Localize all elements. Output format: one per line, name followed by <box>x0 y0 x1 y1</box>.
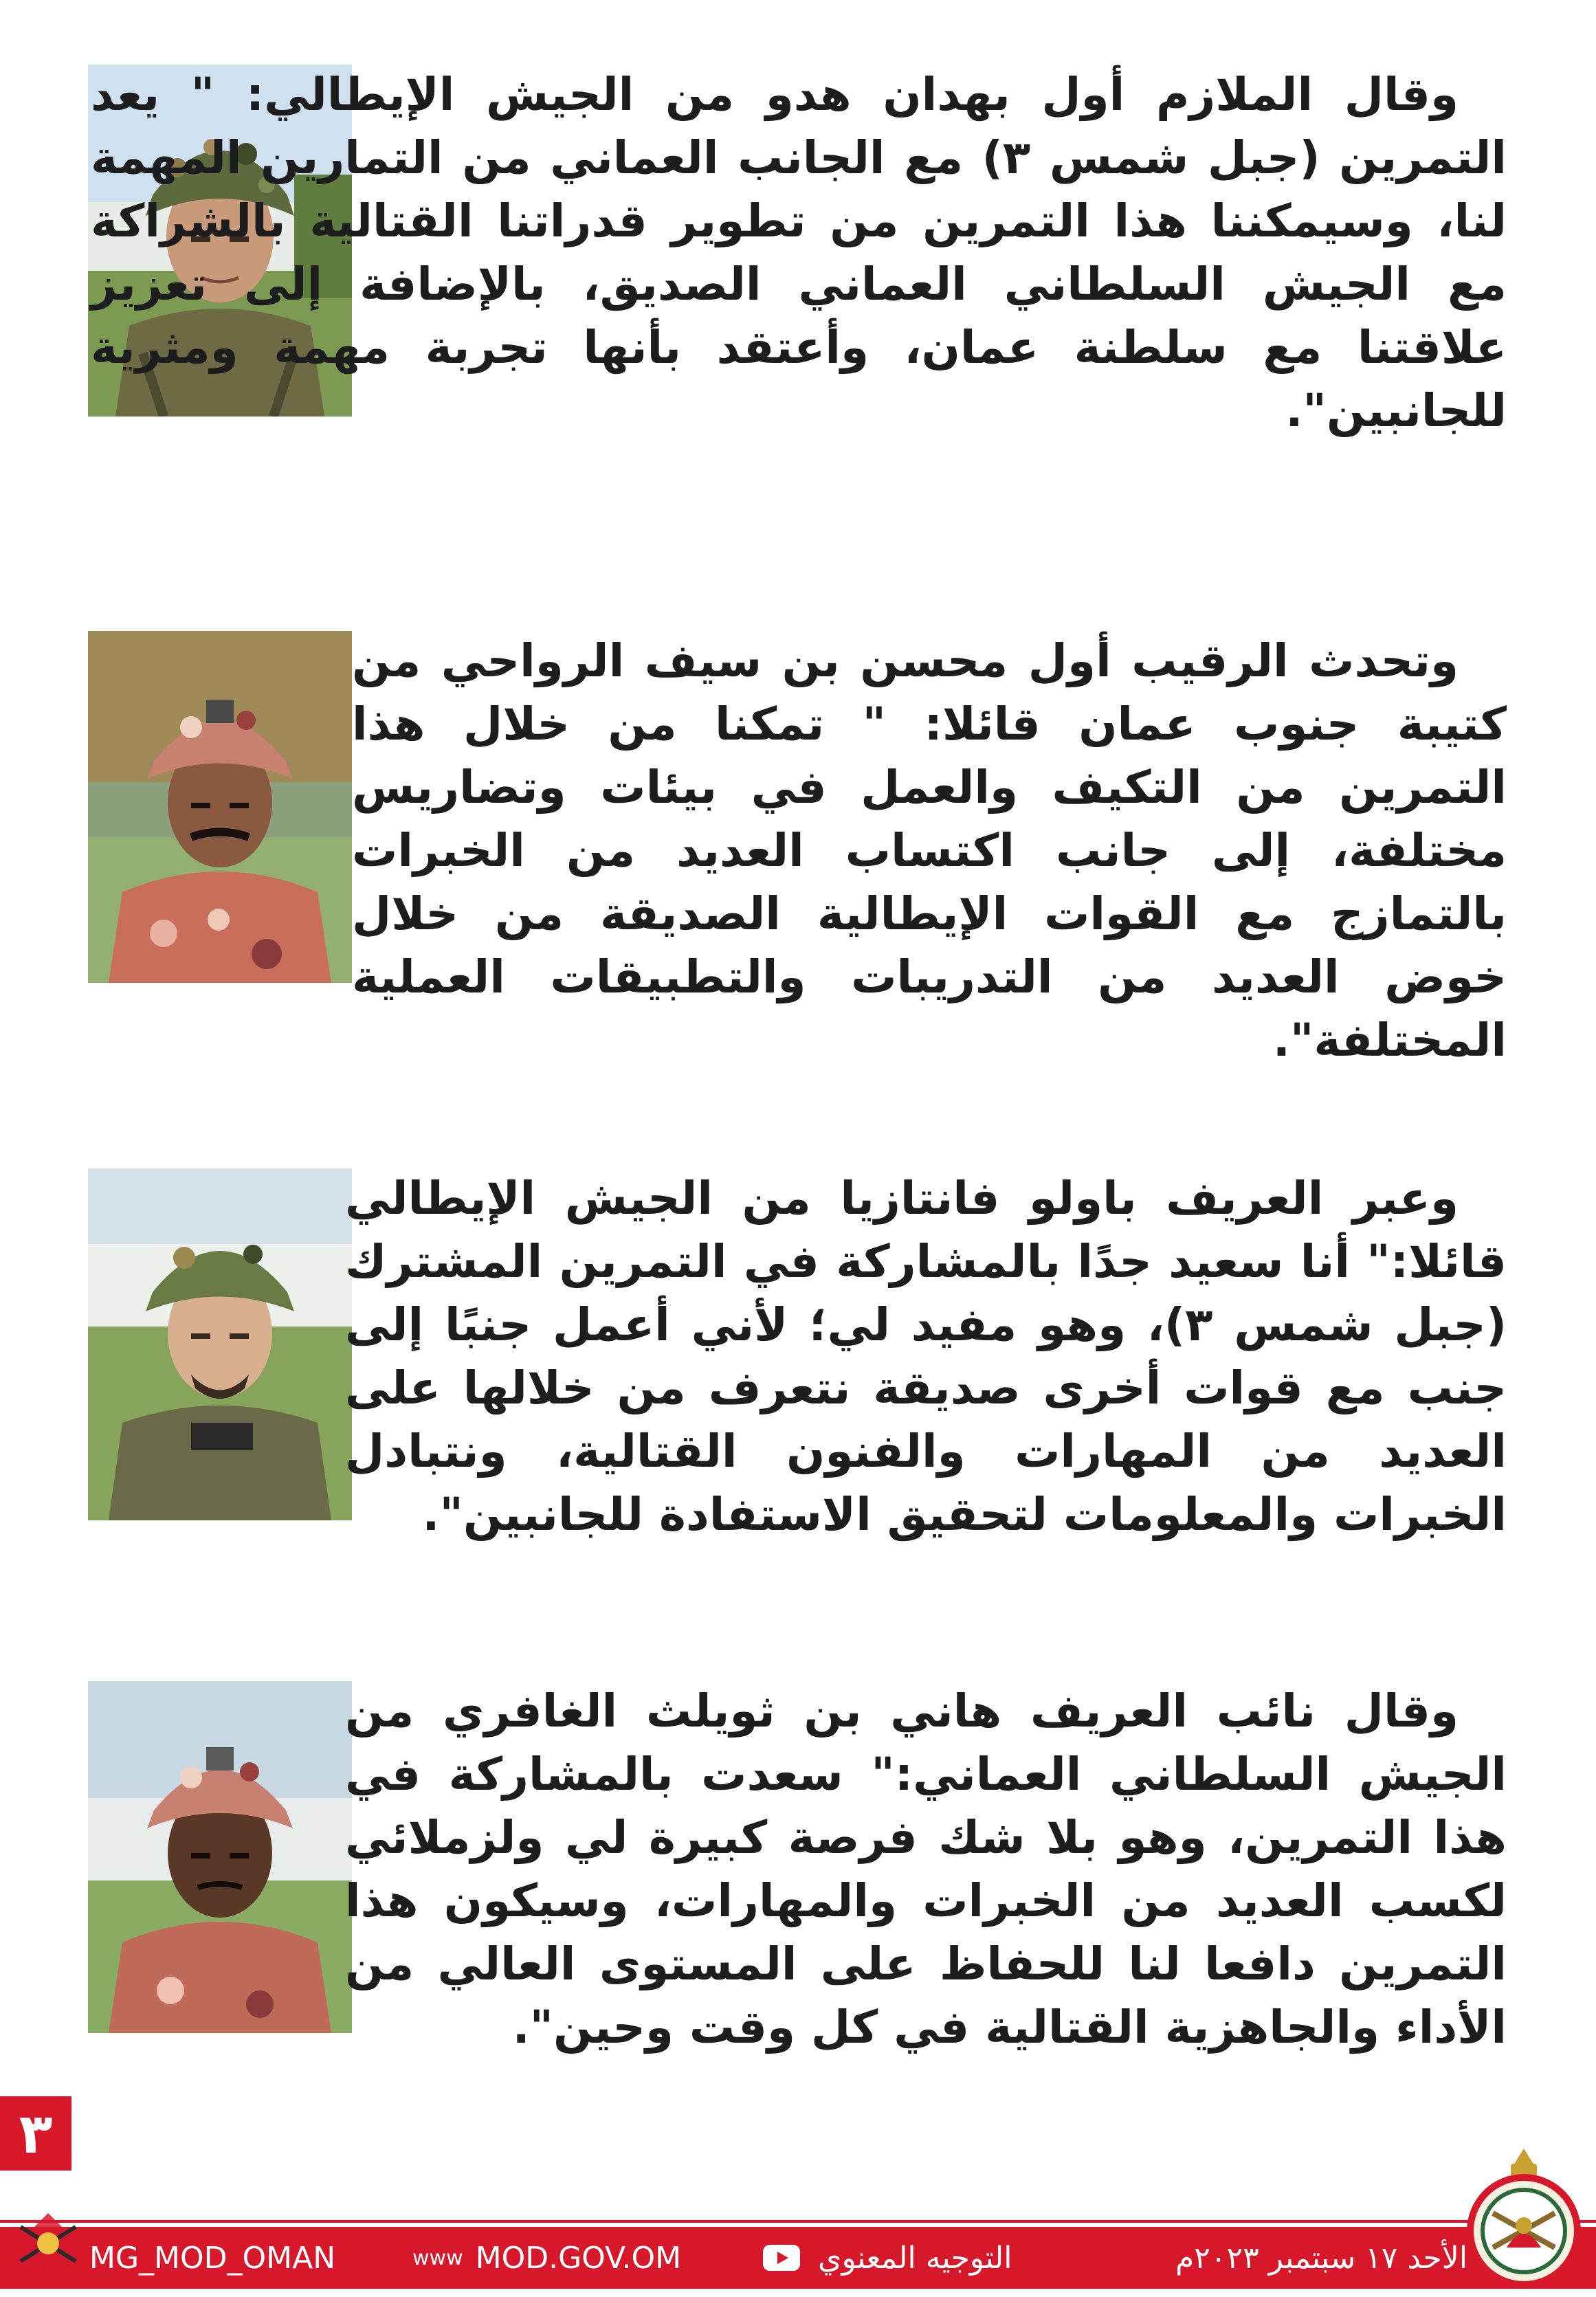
footer-divider <box>0 2220 1596 2223</box>
www-prefix: www <box>412 2245 463 2270</box>
footer <box>0 2215 1596 2297</box>
defense-news-logo-icon <box>7 2199 89 2289</box>
website-text: MOD.GOV.OM <box>475 2240 682 2276</box>
quote-paragraph-1: وقال الملازم أول بهدان هدو من الجيش الإيطالي: " يعد التمرين (جبل شمس ٣) مع الجانب العماني من التمارين المهمة لنا، وسيمكننا هذا التمرين من تطوير قدراتنا القتالية بالشراكة مع الجيش السلطاني العماني الصديق، بالإضافة إلى تعزيز علاقتنا مع سلطنة عمان، وأعتقد بأنها تجربة مهمة ومثرية للجانبين". <box>91 68 1507 437</box>
soldier-photo-3 <box>88 1168 352 1520</box>
footer-youtube-channel[interactable] <box>763 2227 1012 2289</box>
footer-website[interactable] <box>412 2227 681 2289</box>
soldier-photo-4 <box>88 1681 352 2033</box>
quote-paragraph-4: وقال نائب العريف هاني بن ثويلث الغافري من الجيش السلطاني العماني:" سعدت بالمشاركة في هذا التمرين، وهو بلا شك فرصة كبيرة لي ولزملائي لكسب العديد من الخبرات والمهارات، وسيكون هذا التمرين دافعا لنا للحفاظ على المستوى العالي من الأداء والجاهزية القتالية في كل وقت وحين". <box>345 1685 1507 2054</box>
youtube-icon <box>763 2245 800 2271</box>
soldier-portrait-italian-icon <box>88 1168 352 1520</box>
footer-social-handle[interactable] <box>89 2227 335 2289</box>
page-number: ٣ <box>0 2096 71 2171</box>
quote-paragraph-3: وعبر العريف باولو فانتازيا من الجيش الإيطالي قائلا:" أنا سعيد جدًا بالمشاركة في التمرين المشترك (جبل شمس ٣)، وهو مفيد لي؛ لأني أعمل جنبًا إلى جنب مع قوات أخرى صديقة نتعرف من خلالها على العديد من المهارات والفنون القتالية، ونتبادل الخبرات والمعلومات لتحقيق الاستفادة للجانبين". <box>345 1172 1507 1541</box>
footer-date <box>1175 2227 1467 2289</box>
soldier-photo-2 <box>88 631 352 983</box>
soldier-portrait-omani-icon <box>88 631 352 983</box>
soldier-portrait-omani-icon <box>88 1681 352 2033</box>
date-text: الأحد ١٧ سبتمبر ٢٠٢٣م <box>1175 2240 1468 2276</box>
quote-paragraph-2: وتحدث الرقيب أول محسن بن سيف الرواحي من كتيبة جنوب عمان قائلا: " تمكنا من خلال هذا التمرين من التكيف والعمل في بيئات وتضاريس مختلفة، إلى جانب اكتساب العديد من الخبرات بالتمازج مع القوات الإيطالية الصديقة من خلال خوض العديد من التدريبات والتطبيقات العملية المختلفة". <box>352 634 1507 1067</box>
channel-text: التوجيه المعنوي <box>818 2240 1012 2276</box>
ministry-of-defence-emblem-icon <box>1465 2144 1582 2290</box>
social-handle-text: MG_MOD_OMAN <box>89 2240 336 2276</box>
